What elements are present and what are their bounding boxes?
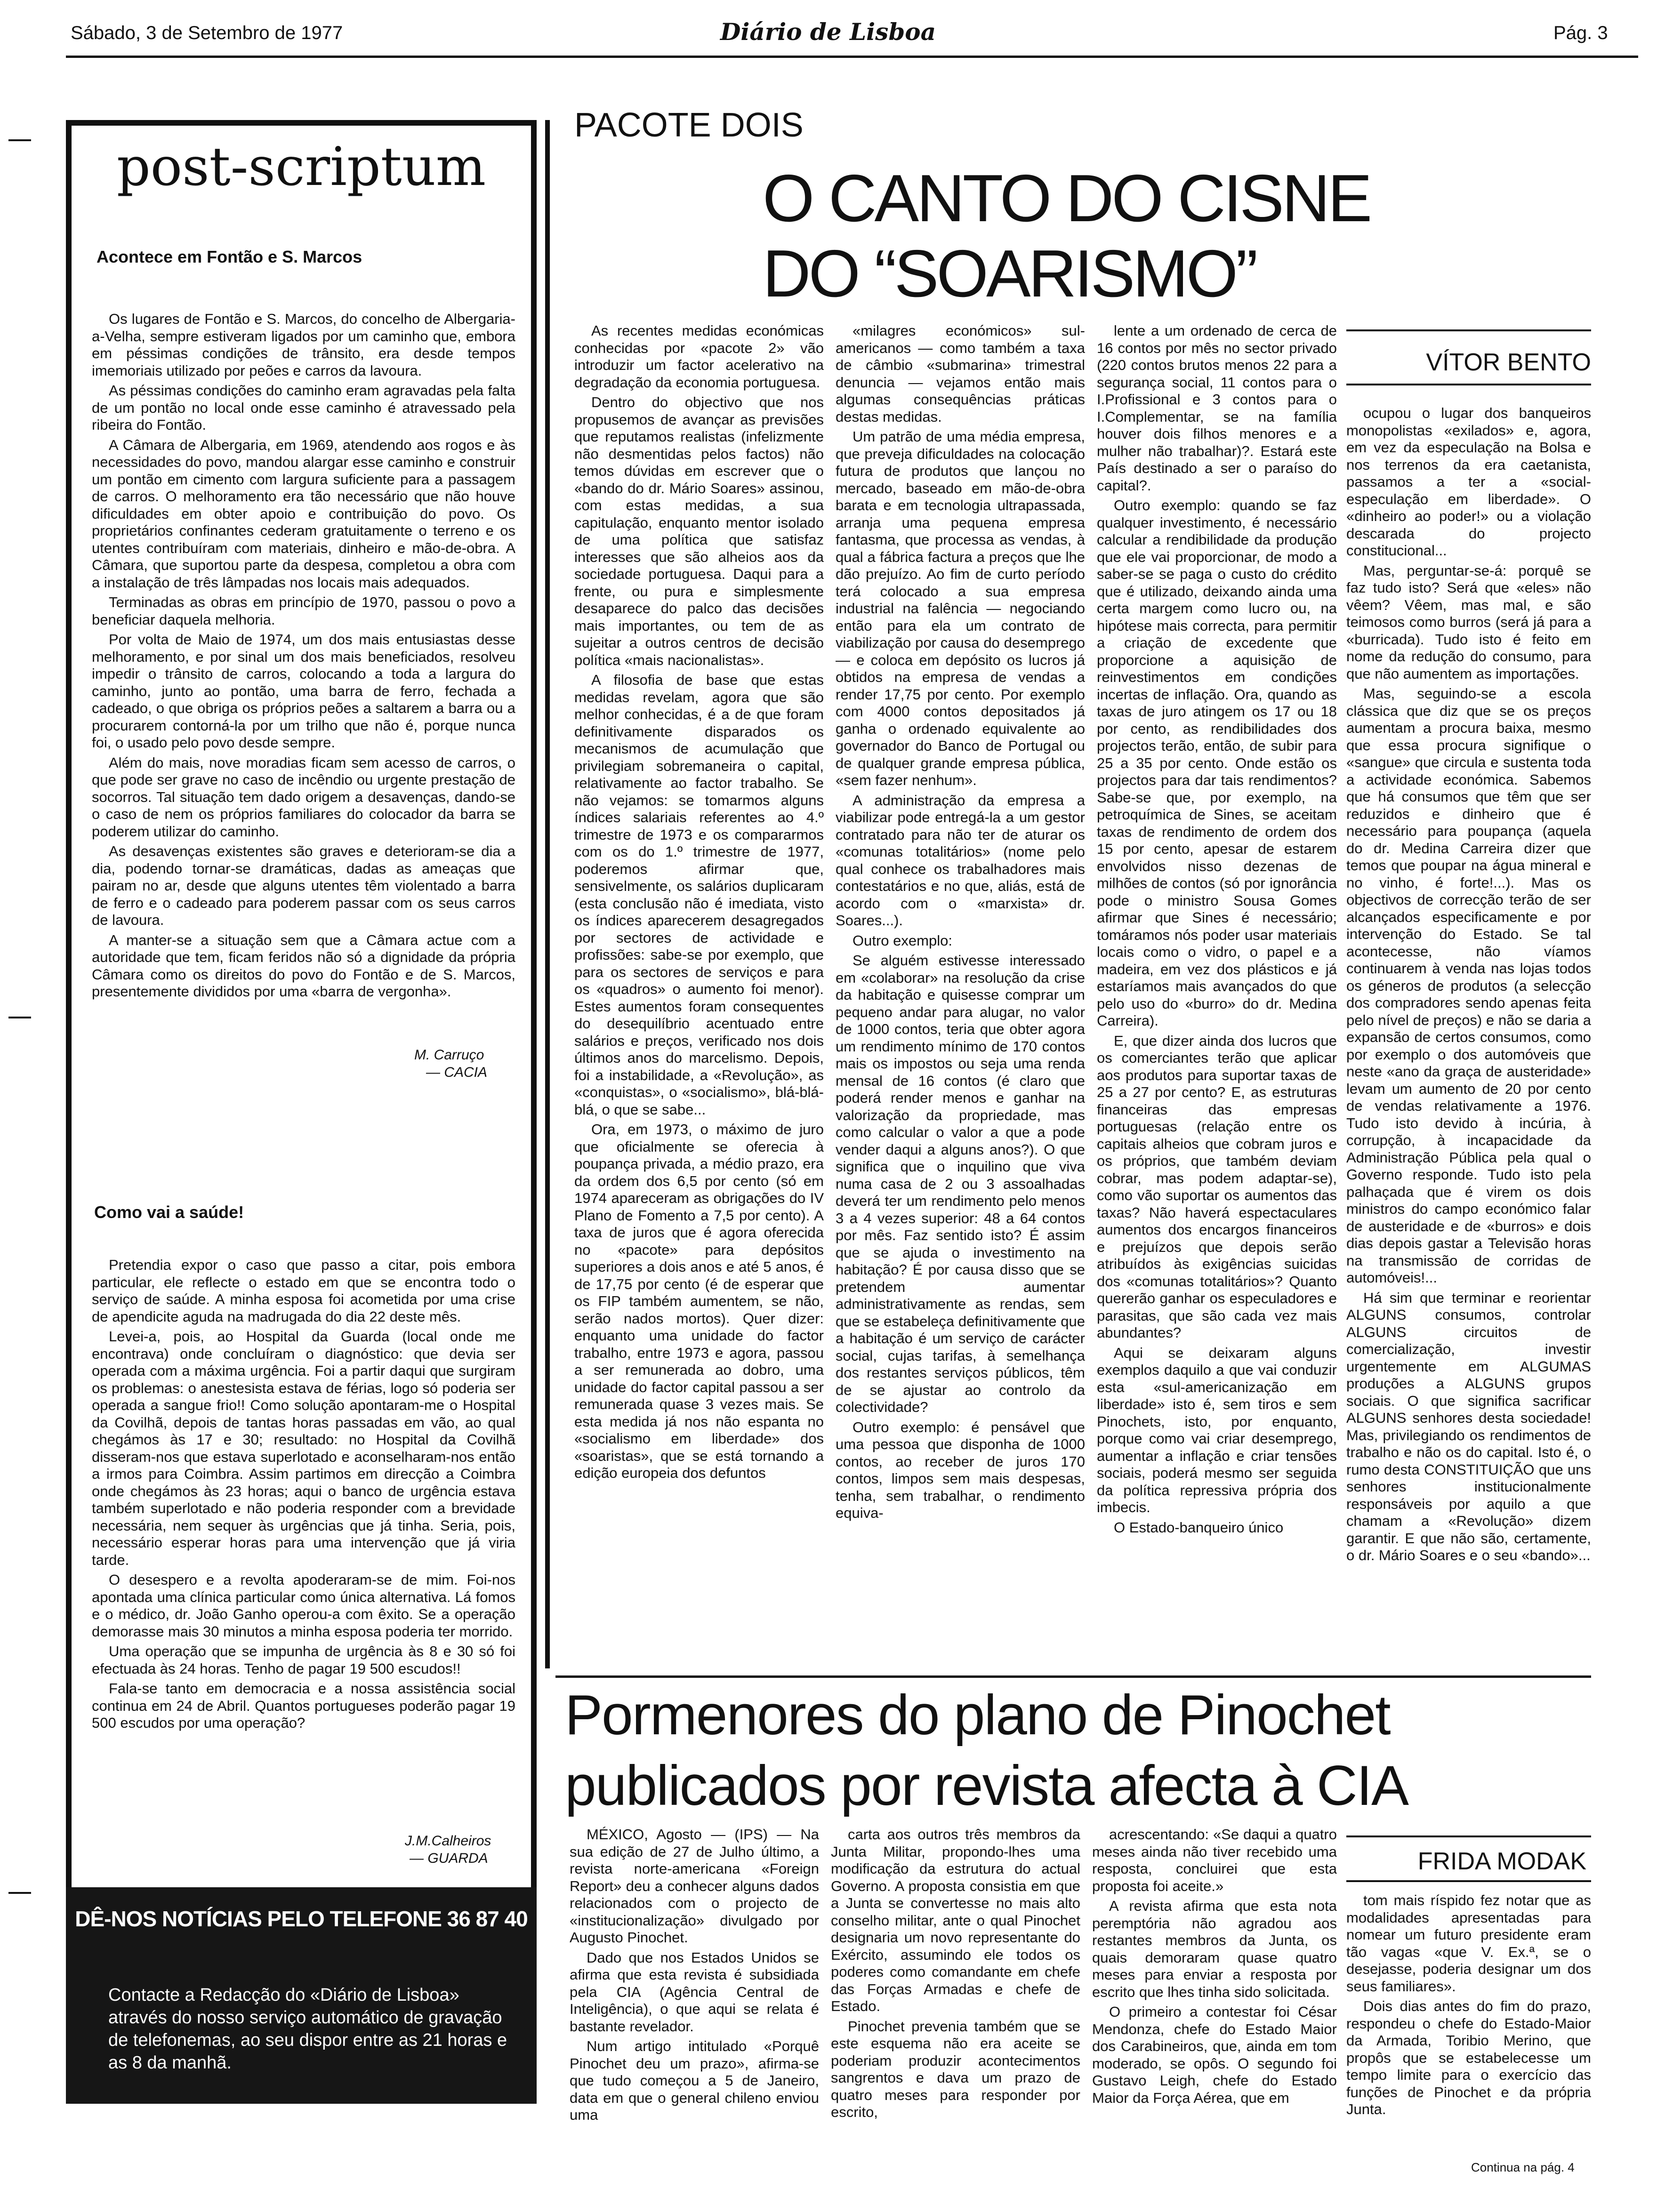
article1-author-rule-bottom <box>1346 384 1591 385</box>
paragraph: Outro exemplo: quando se faz qualquer investimento, é necessário calcular a rendibilidade da produção que ele vai proporcionar, de modo a saber-se se paga o custo do crédito que é utilizado, deixando ainda uma certa margem como lucro ou, na hipótese mais correcta, para permitir a criação de excedente que proporcione a aquisição de reinvestimentos em condições incertas de inflação. Ora, quando as taxas de juro atingem os 17 ou 18 por cento, as rendibilidades dos projectos terão, então, de subir para 25 a 35 por cento. Onde estão os projectos para dar tais rendimentos? Sabe-se que, por exemplo, na petroquímica de Sines, se aceitam taxas de rendimento de ordem dos 15 por cento, apesar de estarem envolvidos nisso dezenas de milhões de contos (só por ignorância pode o ministro Sousa Gomes afirmar que Sines é necessário; tomáramos nós poder usar materiais locais como o vidro, o papel e a madeira, em vez dos plásticos e já estaríamos mais avançados do que pelo uso do «burro» do dr. Medina Carreira). <box>1097 497 1337 1029</box>
masthead-rule <box>66 56 1638 58</box>
article2-author: FRIDA MODAK <box>1417 1848 1586 1875</box>
article2-continued-link[interactable]: Continua na pág. 4 <box>1471 2160 1575 2174</box>
article2-author-rule-top <box>1346 1835 1591 1837</box>
paragraph: Uma operação que se impunha de urgência às 8 e 30 só foi efectuada às 24 horas. Tenho de pagar 19 500 escudos!! <box>92 1643 515 1677</box>
paragraph: Terminadas as obras em princípio de 1970, passou o povo a beneficiar daquela melhoria. <box>92 594 515 628</box>
paragraph: A Câmara de Albergaria, em 1969, atendendo aos rogos e às necessidades do povo, mandou alargar esse caminho e construir um pontão em cimento com largura suficiente para a passagem de carros. O melhoramento era tão necessário que não houve dificuldades em obter apoio e contribuição do povo. Os proprietários confinantes cederam gratuitamente o terreno e os utentes contribuíram com materiais, dinheiro e mão-de-obra. A Câmara, que suportou parte da despesa, completou a obra com a instalação de três lâmpadas nos locais mais adequados. <box>92 436 515 591</box>
article2-column-1 <box>570 1826 819 2188</box>
paragraph: MÉXICO, Agosto — (IPS) — Na sua edição de 27 de Julho último, a revista norte-americana «Foreign Report» deu a conhecer alguns dados relacionados com o projecto de «institucionalização» divulgado por Augusto Pinochet. <box>570 1826 819 1946</box>
paragraph: Ora, em 1973, o máximo de juro que oficialmente se oferecia à poupança privada, a médio prazo, era da ordem dos 6,5 por cento (só em 1974 apareceram as obrigações do IV Plano de Fomento a 7,5 por cento). A taxa de juros que é agora oferecida no «pacote» para depósitos superiores a dois anos e até 5 anos, é de 17,75 por cento (é de esperar que os FIP também aumentem, se não, serão nados mortos). Quer dizer: enquanto uma unidade do factor trabalho, entre 1973 e agora, passou a ser remunerada ao dobro, uma unidade do factor capital passou a ser remunerada quase 3 vezes mais. Se esta medida já nos não espanta no «socialismo em liberdade» dos «soaristas», que se está tornando a edição europeia dos defuntos <box>574 1121 824 1481</box>
paragraph: A administração da empresa a viabilizar pode entregá-la a um gestor contratado para não ter de aturar os «comunas totalitários» (nome pelo qual conhece os trabalhadores mais contestatários e no que, aliás, está de acordo com o «marxista» dr. Soares...). <box>836 792 1085 929</box>
margin-mark <box>8 1017 31 1018</box>
paragraph: As péssimas condições do caminho eram agravadas pela falta de um pontão no local onde esse caminho é atravessado pela ribeira do Fontão. <box>92 382 515 433</box>
article2-column-3 <box>1092 1826 1337 2188</box>
margin-mark <box>8 1892 31 1894</box>
paragraph: Os lugares de Fontão e S. Marcos, do concelho de Albergaria-a-Velha, sempre estiveram ligados por um caminho que, embora em péssimas condições de trânsito, era desde tempos imemoriais utilizado por peões e carros da lavoura. <box>92 311 515 379</box>
masthead-date: Sábado, 3 de Setembro de 1977 <box>71 23 343 43</box>
paragraph: Um patrão de uma média empresa, que preveja dificuldades na colocação futura de produtos que lançou no mercado, baseado em mão-de-obra barata e em tecnologia ultrapassada, arranja uma pequena empresa fantasma, que processa as vendas, à qual a fábrica factura a preços que lhe dão prejuízo. Ao fim de curto período terá colocado a sua empresa industrial na falência — negociando então para ela um contrato de viabilização por causa do desemprego — e coloca em depósito os lucros já obtidos na empresa de vendas a render 17,75 por cento. Por exemplo com 4000 contos depositados já ganha o ordenado equivalente ao governador do Banco de Portugal ou de qualquer grande empresa pública, «sem fazer nenhum». <box>836 428 1085 788</box>
paragraph: Dentro do objectivo que nos propusemos de avançar as previsões que reputamos realistas (infelizmente não desmentidas pelos factos) não temos dúvidas em escrever que o «bando do dr. Mário Soares» assinou, com estas medidas, a sua capitulação, enquanto mentor isolado de uma política que satisfaz interesses que são alheios aos da sociedade portuguesa. Daqui para a frente, ou pura e simplesmente desaparece do palco das decisões mais importantes, ou tem de as sujeitar a outros centros de decisão política «mais nacionalistas». <box>574 394 824 668</box>
paragraph: Além do mais, nove moradias ficam sem acesso de carros, o que pode ser grave no caso de incêndio ou urgente prestação de socorros. Tal situação tem dado origem a desavenças, dando-se o caso de nem os próprios familiares do colocador da barra se poderem utilizar do caminho. <box>92 754 515 840</box>
postscriptum-item2-location: — GUARDA <box>410 1851 488 1866</box>
paragraph: Dois dias antes do fim do prazo, respondeu o chefe do Estado-Maior da Armada, Toribio Merino, que propôs que se estabelecesse um tempo limite para o exercício das funções de Pinochet e da própria Junta. <box>1346 1998 1591 2117</box>
postscriptum-title: post-scriptum <box>116 136 486 198</box>
paragraph: Mas, seguindo-se a escola clássica que diz que se os preços aumentam a procura baixa, mesmo que essa procura signifique o «sangue» que circula e sustenta toda a actividade económica. Sabemos que há consumos que têm que ser reduzidos e dinheiro que é necessário para poupança (aquela do dr. Medina Carreira dizer que temos que poupar na água mineral e no vinho, é forte!...). Mas os objectivos de correcção terão de ser alcançados especificamente e por intervenção do Estado. Se tal acontecesse, não víamos continuarem à venda nas lojas todos os géneros de produtos (a selecção dos compradores sendo apenas feita pelo nível de preços) e não se daria a expansão de certos consumos, como por exemplo o dos automóveis que neste «ano da graça de austeridade» levam um aumento de 20 por cento de vendas relativamente a 1976. Tudo isto devido à incúria, à corrupção, à incapacidade da Administração Pública pela qual o Governo responde. Tudo isto pela palhaçada que é virem os dois ministros do campo económico falar de austeridade e de «burros» e dois dias depois gastar a Televisão horas na transmissão de corridas de automóveis!... <box>1346 685 1591 1286</box>
paragraph: Há sim que terminar e reorientar ALGUNS consumos, controlar ALGUNS circuitos de comercialização, investir urgentemente em ALGUMAS produções a ALGUNS grupos sociais. O que significa sacrificar ALGUNS senhores desta sociedade! Mas, privilegiando os rendimentos de trabalho e não os do capital. Isto é, o rumo desta CONSTITUIÇÃO que uns senhores institucionalmente responsáveis por aquilo a que chamam a «Revolução» dizem garantir. E que não são, certamente, o dr. Mário Soares e o seu «bando»... <box>1346 1289 1591 1563</box>
paragraph: «milagres económicos» sul-americanos — como também a taxa de câmbio «submarina» trimestral denuncia — vejamos então mais algumas consequências práticas destas medidas. <box>836 322 1085 425</box>
postscriptum-item1-body <box>92 311 515 1002</box>
paragraph: A manter-se a situação sem que a Câmara actue com a autoridade que tem, ficam feridos não só a dignidade da própria Câmara como os direitos do povo do Fontão e de S. Marcos, presentemente divididos por uma «barra de vergonha». <box>92 931 515 1000</box>
article2-headline-line1: Pormenores do plano de Pinochet <box>565 1683 1390 1747</box>
paragraph: As recentes medidas económicas conhecidas por «pacote 2» vão introduzir um factor acelerativo na degradação da economia portuguesa. <box>574 322 824 391</box>
paragraph: O desespero e a revolta apoderaram-se de mim. Foi-nos apontada uma clínica particular como única alternativa. Lá fomos e o médico, dr. João Ganho operou-a com êxito. Se a operação demorasse mais 30 minutos a minha esposa poderia ter morrido. <box>92 1571 515 1640</box>
paragraph: A filosofia de base que estas medidas revelam, agora que são melhor conhecidas, é a de que foram definitivamente disparados os mecanismos de acumulação que privilegiam sobremaneira o capital, relativamente ao factor trabalho. Se não vejamos: se tomarmos alguns índices salariais referentes ao 4.º trimestre de 1973 e os compararmos com os do 1.º trimestre de 1977, poderemos afirmar que, sensivelmente, os salários duplicaram (esta conclusão não é imediata, visto os índices aparecerem desagregados por sectores de actividade e profissões: sabe-se por exemplo, que para os sectores de serviços e para os «quadros» o aumento foi menor). Estes aumentos foram consequentes do desequilíbrio acentuado entre salários e preços, verificado nos dois últimos anos do marcelismo. Depois, foi a instabilidade, a «Revolução», as «conquistas», o «socialismo», blá-blá-blá, o que se sabe... <box>574 672 824 1118</box>
postscriptum-item1-heading: Acontece em Fontão e S. Marcos <box>97 247 362 266</box>
paragraph: O primeiro a contestar foi César Mendonza, chefe do Estado Maior dos Carabineiros, que, ainda em tom moderado, se opôs. O segundo foi Gustavo Leigh, chefe do Estado Maior da Força Aérea, que em <box>1092 2004 1337 2106</box>
paragraph: Aqui se deixaram alguns exemplos daquilo a que vai conduzir esta «sul-americanização em liberdade» isto é, sem tiros e sem Pinochets, isto, por enquanto, porque como vai criar desemprego, aumentar a inflação e criar tensões sociais, poderá mesmo ser seguida da política repressiva própria dos imbecis. <box>1097 1344 1337 1515</box>
paragraph: carta aos outros três membros da Junta Militar, propondo-lhes uma modificação da estrutura do actual Governo. A proposta consistia em que a Junta se convertesse no mais alto conselho militar, ante o qual Pinochet designaria um novo representante do Exército, assumindo ele todos os poderes como comandante em chefe das Forças Armadas e chefe de Estado. <box>831 1826 1080 2014</box>
article2-column-2 <box>831 1826 1080 2188</box>
article2-headline-line2: publicados por revista afecta à CIA <box>565 1754 1408 1817</box>
paragraph: As desavenças existentes são graves e deterioram-se dia a dia, podendo tornar-se dramáticas, dadas as ameaças que pairam no ar, desde que alguns utentes têm violentado a barra de ferro e o cadeado para poderem passar com os seus carros de lavoura. <box>92 843 515 928</box>
postscriptum-item1-signature: M. Carruço <box>414 1047 484 1063</box>
paragraph: A revista afirma que esta nota peremptória não agradou aos restantes membros da Junta, os quais demoraram quase quatro meses para enviar a resposta por escrito que lhes tinha sido solicitada. <box>1092 1898 1337 2000</box>
phone-box-title: DÊ-NOS NOTÍCIAS PELO TELEFONE 36 87 40 <box>75 1907 528 1931</box>
paragraph: Mas, perguntar-se-á: porquê se faz tudo isto? Será que «eles» não vêem? Vêem, mas mal, e são teimosos como burros (será já para a «burricada). Tudo isto é feito em nome da redução do consumo, para que não aumentem as importações. <box>1346 562 1591 682</box>
paragraph: Pretendia expor o caso que passo a citar, pois embora particular, ele reflecte o estado em que se encontra todo o serviço de saúde. A minha esposa foi acometida por uma crise de apendicite aguda na madrugada do dia 22 deste mês. <box>92 1257 515 1325</box>
margin-mark <box>8 139 31 141</box>
paragraph: Levei-a, pois, ao Hospital da Guarda (local onde me encontrava) onde concluíram o diagnóstico: que devia ser operada com a máxima urgência. Foi a partir daqui que surgiram os problemas: o anestesista estava de férias, logo só poderia ser operada a sangue frio!! Como solução apontaram-me o Hospital da Covilhã, depois de tantas horas passadas em vão, ao qual chegámos às 17 e 30; resultado: no Hospital da Covilhã disseram-nos que estava superlotado e aconselharam-nos então a irmos para Coimbra. Assim partimos em direcção a Coimbra onde chegámos às 23 horas; aqui o banco de urgência estava também superlotado e não poderia responder com a brevidade necessária, nem sequer às urgências que já tinha. Seria, pois, necessário esperar horas para uma intervenção que já viria tarde. <box>92 1328 515 1568</box>
phone-box-text: Contacte a Redacção do «Diário de Lisboa» através do nosso serviço automático de gravação de telefonemas, ao seu dispor entre as 21 horas e as 8 da manhã. <box>108 1985 507 2073</box>
paragraph: Fala-se tanto em democracia e a nossa assistência social continua em 24 de Abril. Quantos portugueses poderão pagar 19 500 escudos por uma operação? <box>92 1680 515 1731</box>
article1-column-2 <box>836 322 1085 1659</box>
article2-author-rule-bottom <box>1346 1880 1591 1882</box>
paragraph: Se alguém estivesse interessado em «colaborar» na resolução da crise da habitação e quisesse comprar um pequeno andar para alugar, no valor de 1000 contos, teria que obter agora um rendimento mínimo de 170 contos mais os impostos ou seja uma renda mensal de 16 contos (é claro que poderá render menos e ganhar na valorização da propriedade, mas como calcular o valor a que a pode vender daqui a alguns anos?). O que significa que o inquilino que viva numa casa de 2 ou 3 assoalhadas deverá ter um rendimento pelo menos 3 a 4 vezes superior: 48 a 64 contos por mês. Faz sentido isto? É assim que se ajuda o investimento na habitação? É por causa disso que se pretendem aumentar administrativamente as rendas, sem que se estabeleça definitivamente que a habitação é um serviço de carácter social, cujas tarifas, à semelhança dos restantes serviços públicos, têm de se ajustar ao controlo da colectividade? <box>836 952 1085 1415</box>
article2-top-rule <box>555 1675 1591 1678</box>
paragraph: Num artigo intitulado «Porquê Pinochet deu um prazo», afirma-se que tudo começou a 5 de Janeiro, data em que o general chileno enviou uma <box>570 2038 819 2123</box>
article1-column-1 <box>574 322 824 1659</box>
paragraph: Pinochet prevenia também que se este esquema não era aceite se poderiam produzir acontecimentos sangrentos e dava um prazo de quatro meses para responder por escrito, <box>831 2018 1080 2120</box>
article1-author: VÍTOR BENTO <box>1426 349 1591 376</box>
paragraph: Outro exemplo: <box>853 932 952 949</box>
paragraph: Por volta de Maio de 1974, um dos mais entusiastas desse melhoramento, e por sinal um dos mais beneficiados, resolveu impedir o trânsito de carros, colocando a toda a largura do caminho, junto ao pontão, uma barra de ferro, fechada a cadeado, o que obriga os próprios peões a saltarem a barra ou a procurarem contorná-la por um trilho que não é, porque nunca foi, o usado pelo povo desde sempre. <box>92 631 515 751</box>
paragraph: ocupou o lugar dos banqueiros monopolistas «exilados» e, agora, em vez da especulação na Bolsa e nos terrenos da era caetanista, passamos a ter a «social-especulação em liberdade». O «dinheiro ao poder!» ou a violação descarada do projecto constitucional... <box>1346 405 1591 559</box>
article1-author-rule-top <box>1346 329 1591 331</box>
paragraph: E, que dizer ainda dos lucros que os comerciantes terão que aplicar aos produtos para suportar taxas de 25 a 27 por cento? E, as estruturas financeiras das empresas portuguesas (relação entre os capitais alheios que cobram juros e os próprios, que também deviam cobrar, mas podem adaptar-se), como vão suportar os aumentos das taxas? Não haverá espectaculares aumentos dos encargos financeiros e prejuízos que depois serão atribuídos às exigências suicidas dos «comunas totalitários»? Quanto quererão ganhar os especuladores e parasitas, que são cada vez mais abundantes? <box>1097 1032 1337 1341</box>
paragraph: Outro exemplo: é pensável que uma pessoa que disponha de 1000 contos, ao receber de juros 170 contos, limpos sem mais despesas, tenha, sem trabalhar, o rendimento equiva- <box>836 1419 1085 1521</box>
masthead-page-number: Pág. 3 <box>1553 23 1608 43</box>
postscriptum-item1-location: — CACIA <box>426 1065 488 1080</box>
postscriptum-item2-heading: Como vai a saúde! <box>94 1202 244 1222</box>
article1-column-3 <box>1097 322 1337 1659</box>
article1-headline-line1: O CANTO DO CISNE <box>763 161 1370 236</box>
paragraph: acrescentando: «Se daqui a quatro meses ainda não tiver recebido uma resposta, concluirei que esta proposta foi aceite.» <box>1092 1826 1337 1894</box>
paragraph: Dado que nos Estados Unidos se afirma que esta revista é subsidiada pela CIA (Agência Central de Inteligência), o que aqui se relata é bastante revelador. <box>570 1949 819 2035</box>
article1-kicker: PACOTE DOIS <box>574 106 804 144</box>
paragraph: O Estado-banqueiro único <box>1114 1519 1284 1536</box>
article1-column-4 <box>1346 405 1591 1659</box>
article1-left-rule <box>545 120 550 1668</box>
masthead-paper-name: Diário de Lisboa <box>720 18 936 46</box>
paragraph: lente a um ordenado de cerca de 16 contos por mês no sector privado (220 contos brutos menos 22 para a segurança social, 11 contos para o I.Profissional e 3 contos para o I.Complementar, se na família houver dois filhos menores e a mulher não trabalhar)?. Estará este País destinado a ser o paraíso do capital?. <box>1097 322 1337 494</box>
article2-column-4 <box>1346 1892 1591 2156</box>
article1-headline-line2: DO “SOARISMO” <box>763 236 1256 311</box>
postscriptum-item2-signature: J.M.Calheiros <box>405 1833 491 1849</box>
postscriptum-item2-body <box>92 1257 515 1826</box>
paragraph: tom mais ríspido fez notar que as modalidades apresentadas para nomear um futuro presidente eram tão vagas «que V. Ex.ª, se o desejasse, poderia designar um dos seus familiares». <box>1346 1892 1591 1995</box>
